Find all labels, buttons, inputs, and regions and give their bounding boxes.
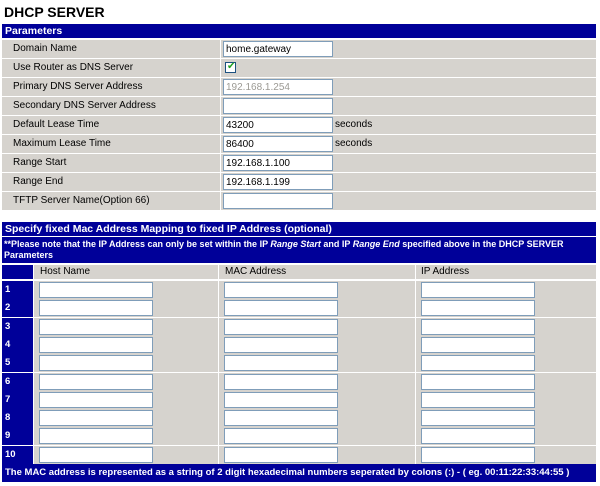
use-router-as-dns-value-cell: [221, 59, 596, 77]
mac-address-input[interactable]: [224, 300, 338, 316]
param-row-domain-name: [2, 40, 596, 58]
param-row-primary-dns: [2, 78, 596, 96]
mapping-note-range-start: Range Start: [270, 239, 321, 249]
mac-address-input[interactable]: [224, 337, 338, 353]
mapping-note-text: and IP: [320, 239, 353, 249]
param-row-range-start: [2, 154, 596, 172]
tftp-server-name-value-cell: [221, 192, 596, 210]
mapping-cell: [416, 427, 596, 445]
mapping-row: [2, 391, 596, 409]
column-header-host-name: Host Name: [34, 265, 218, 279]
range-start-value-cell: [221, 154, 596, 172]
host-name-input[interactable]: [39, 447, 153, 463]
mapping-row: [2, 354, 596, 372]
mapping-cell: [34, 354, 218, 372]
param-row-maximum-lease-time: [2, 135, 596, 153]
secondary-dns-label: Secondary DNS Server Address: [2, 97, 220, 115]
mapping-cell: [34, 373, 218, 391]
tftp-server-name-label: TFTP Server Name(Option 66): [2, 192, 220, 210]
ip-address-input[interactable]: [421, 282, 535, 298]
ip-address-input[interactable]: [421, 319, 535, 335]
secondary-dns-input[interactable]: [223, 98, 333, 114]
maximum-lease-time-input[interactable]: [223, 136, 333, 152]
range-end-input[interactable]: [223, 174, 333, 190]
mapping-cell: [34, 446, 218, 464]
mac-address-input[interactable]: [224, 410, 338, 426]
mapping-header: Specify fixed Mac Address Mapping to fixed IP Address (optional): [2, 222, 596, 236]
param-row-range-end: [2, 173, 596, 191]
mapping-cell: [416, 373, 596, 391]
maximum-lease-time-unit: seconds: [335, 138, 373, 149]
mapping-cell: [416, 354, 596, 372]
secondary-dns-value-cell: [221, 97, 596, 115]
mapping-note-range-end: Range End: [352, 239, 400, 249]
mapping-row-number: 5: [2, 354, 33, 372]
host-name-input[interactable]: [39, 319, 153, 335]
mapping-cell: [219, 427, 415, 445]
column-header-index: [2, 265, 33, 279]
mapping-cell: [416, 318, 596, 336]
mapping-note-text: **Please note that the IP Address can only be set within the IP: [4, 239, 271, 249]
mapping-cell: [219, 281, 415, 299]
host-name-input[interactable]: [39, 282, 153, 298]
host-name-input[interactable]: [39, 374, 153, 390]
tftp-server-name-input[interactable]: [223, 193, 333, 209]
default-lease-time-label: Default Lease Time: [2, 116, 220, 134]
mapping-cell: [219, 409, 415, 427]
mapping-row-number: 4: [2, 336, 33, 354]
primary-dns-input[interactable]: [223, 79, 333, 95]
mapping-cell: [416, 446, 596, 464]
mapping-cell: [416, 336, 596, 354]
parameters-header: Parameters: [2, 24, 596, 38]
host-name-input[interactable]: [39, 410, 153, 426]
domain-name-input[interactable]: [223, 41, 333, 57]
ip-address-input[interactable]: [421, 392, 535, 408]
mac-format-footer: The MAC address is represented as a string of 2 digit hexadecimal numbers seperated by colons (:) - ( eg. 00:11:22:33:44:55 ): [2, 464, 596, 482]
mapping-cell: [34, 281, 218, 299]
host-name-input[interactable]: [39, 392, 153, 408]
ip-address-input[interactable]: [421, 410, 535, 426]
mapping-cell: [34, 409, 218, 427]
mapping-cell: [416, 281, 596, 299]
mapping-row: [2, 446, 596, 464]
mac-address-input[interactable]: [224, 319, 338, 335]
domain-name-value-cell: [221, 40, 596, 58]
mac-address-input[interactable]: [224, 355, 338, 371]
mapping-row: [2, 299, 596, 317]
mapping-row-number: 7: [2, 391, 33, 409]
column-header-ip-address: IP Address: [416, 265, 596, 279]
mapping-row-number: 9: [2, 427, 33, 445]
mapping-cell: [219, 391, 415, 409]
checkmark-icon: ✔: [227, 61, 236, 72]
host-name-input[interactable]: [39, 300, 153, 316]
default-lease-time-value-cell: [221, 116, 596, 134]
mapping-cell: [219, 336, 415, 354]
mapping-cell: [34, 318, 218, 336]
param-row-default-lease-time: [2, 116, 596, 134]
range-start-label: Range Start: [2, 154, 220, 172]
mac-address-input[interactable]: [224, 447, 338, 463]
mapping-cell: [219, 373, 415, 391]
param-row-use-router-as-dns: [2, 59, 596, 77]
page-title: DHCP SERVER: [4, 4, 105, 20]
mapping-cell: [416, 391, 596, 409]
mac-address-input[interactable]: [224, 392, 338, 408]
ip-address-input[interactable]: [421, 300, 535, 316]
primary-dns-label: Primary DNS Server Address: [2, 78, 220, 96]
mapping-row-number: 8: [2, 409, 33, 427]
mapping-row: [2, 427, 596, 445]
range-end-label: Range End: [2, 173, 220, 191]
mapping-row: [2, 409, 596, 427]
use-router-as-dns-checkbox[interactable]: [225, 62, 236, 73]
mapping-row: [2, 336, 596, 354]
mapping-row-number: 3: [2, 318, 33, 336]
default-lease-time-unit: seconds: [335, 119, 373, 130]
mac-address-input[interactable]: [224, 282, 338, 298]
mapping-cell: [34, 391, 218, 409]
host-name-input[interactable]: [39, 428, 153, 444]
maximum-lease-time-value-cell: [221, 135, 596, 153]
mapping-cell: [219, 446, 415, 464]
mapping-row-number: 1: [2, 281, 33, 299]
maximum-lease-time-label: Maximum Lease Time: [2, 135, 220, 153]
host-name-input[interactable]: [39, 355, 153, 371]
primary-dns-value-cell: [221, 78, 596, 96]
param-row-secondary-dns: [2, 97, 596, 115]
mapping-row: [2, 318, 596, 336]
mapping-row-number: 6: [2, 373, 33, 391]
mapping-cell: [416, 409, 596, 427]
mapping-row: [2, 373, 596, 391]
mapping-row-number: 10: [2, 446, 33, 464]
ip-address-input[interactable]: [421, 428, 535, 444]
column-header-mac-address: MAC Address: [219, 265, 415, 279]
host-name-input[interactable]: [39, 337, 153, 353]
mapping-cell: [34, 336, 218, 354]
ip-address-input[interactable]: [421, 447, 535, 463]
domain-name-label: Domain Name: [2, 40, 220, 58]
mapping-row: [2, 281, 596, 299]
range-start-input[interactable]: [223, 155, 333, 171]
range-end-value-cell: [221, 173, 596, 191]
mapping-cell: [416, 299, 596, 317]
mac-address-input[interactable]: [224, 374, 338, 390]
mapping-cell: [219, 318, 415, 336]
use-router-as-dns-label: Use Router as DNS Server: [2, 59, 220, 77]
mapping-cell: [219, 299, 415, 317]
mapping-row-number: 2: [2, 299, 33, 317]
mapping-cell: [34, 427, 218, 445]
mapping-cell: [219, 354, 415, 372]
mac-address-input[interactable]: [224, 428, 338, 444]
mapping-note: [2, 237, 596, 263]
ip-address-input[interactable]: [421, 374, 535, 390]
default-lease-time-input[interactable]: [223, 117, 333, 133]
ip-address-input[interactable]: [421, 355, 535, 371]
mapping-note-text: specified above in the DHCP SERVER Parameters: [4, 239, 564, 260]
mapping-cell: [34, 299, 218, 317]
ip-address-input[interactable]: [421, 337, 535, 353]
param-row-tftp-server-name: [2, 192, 596, 210]
